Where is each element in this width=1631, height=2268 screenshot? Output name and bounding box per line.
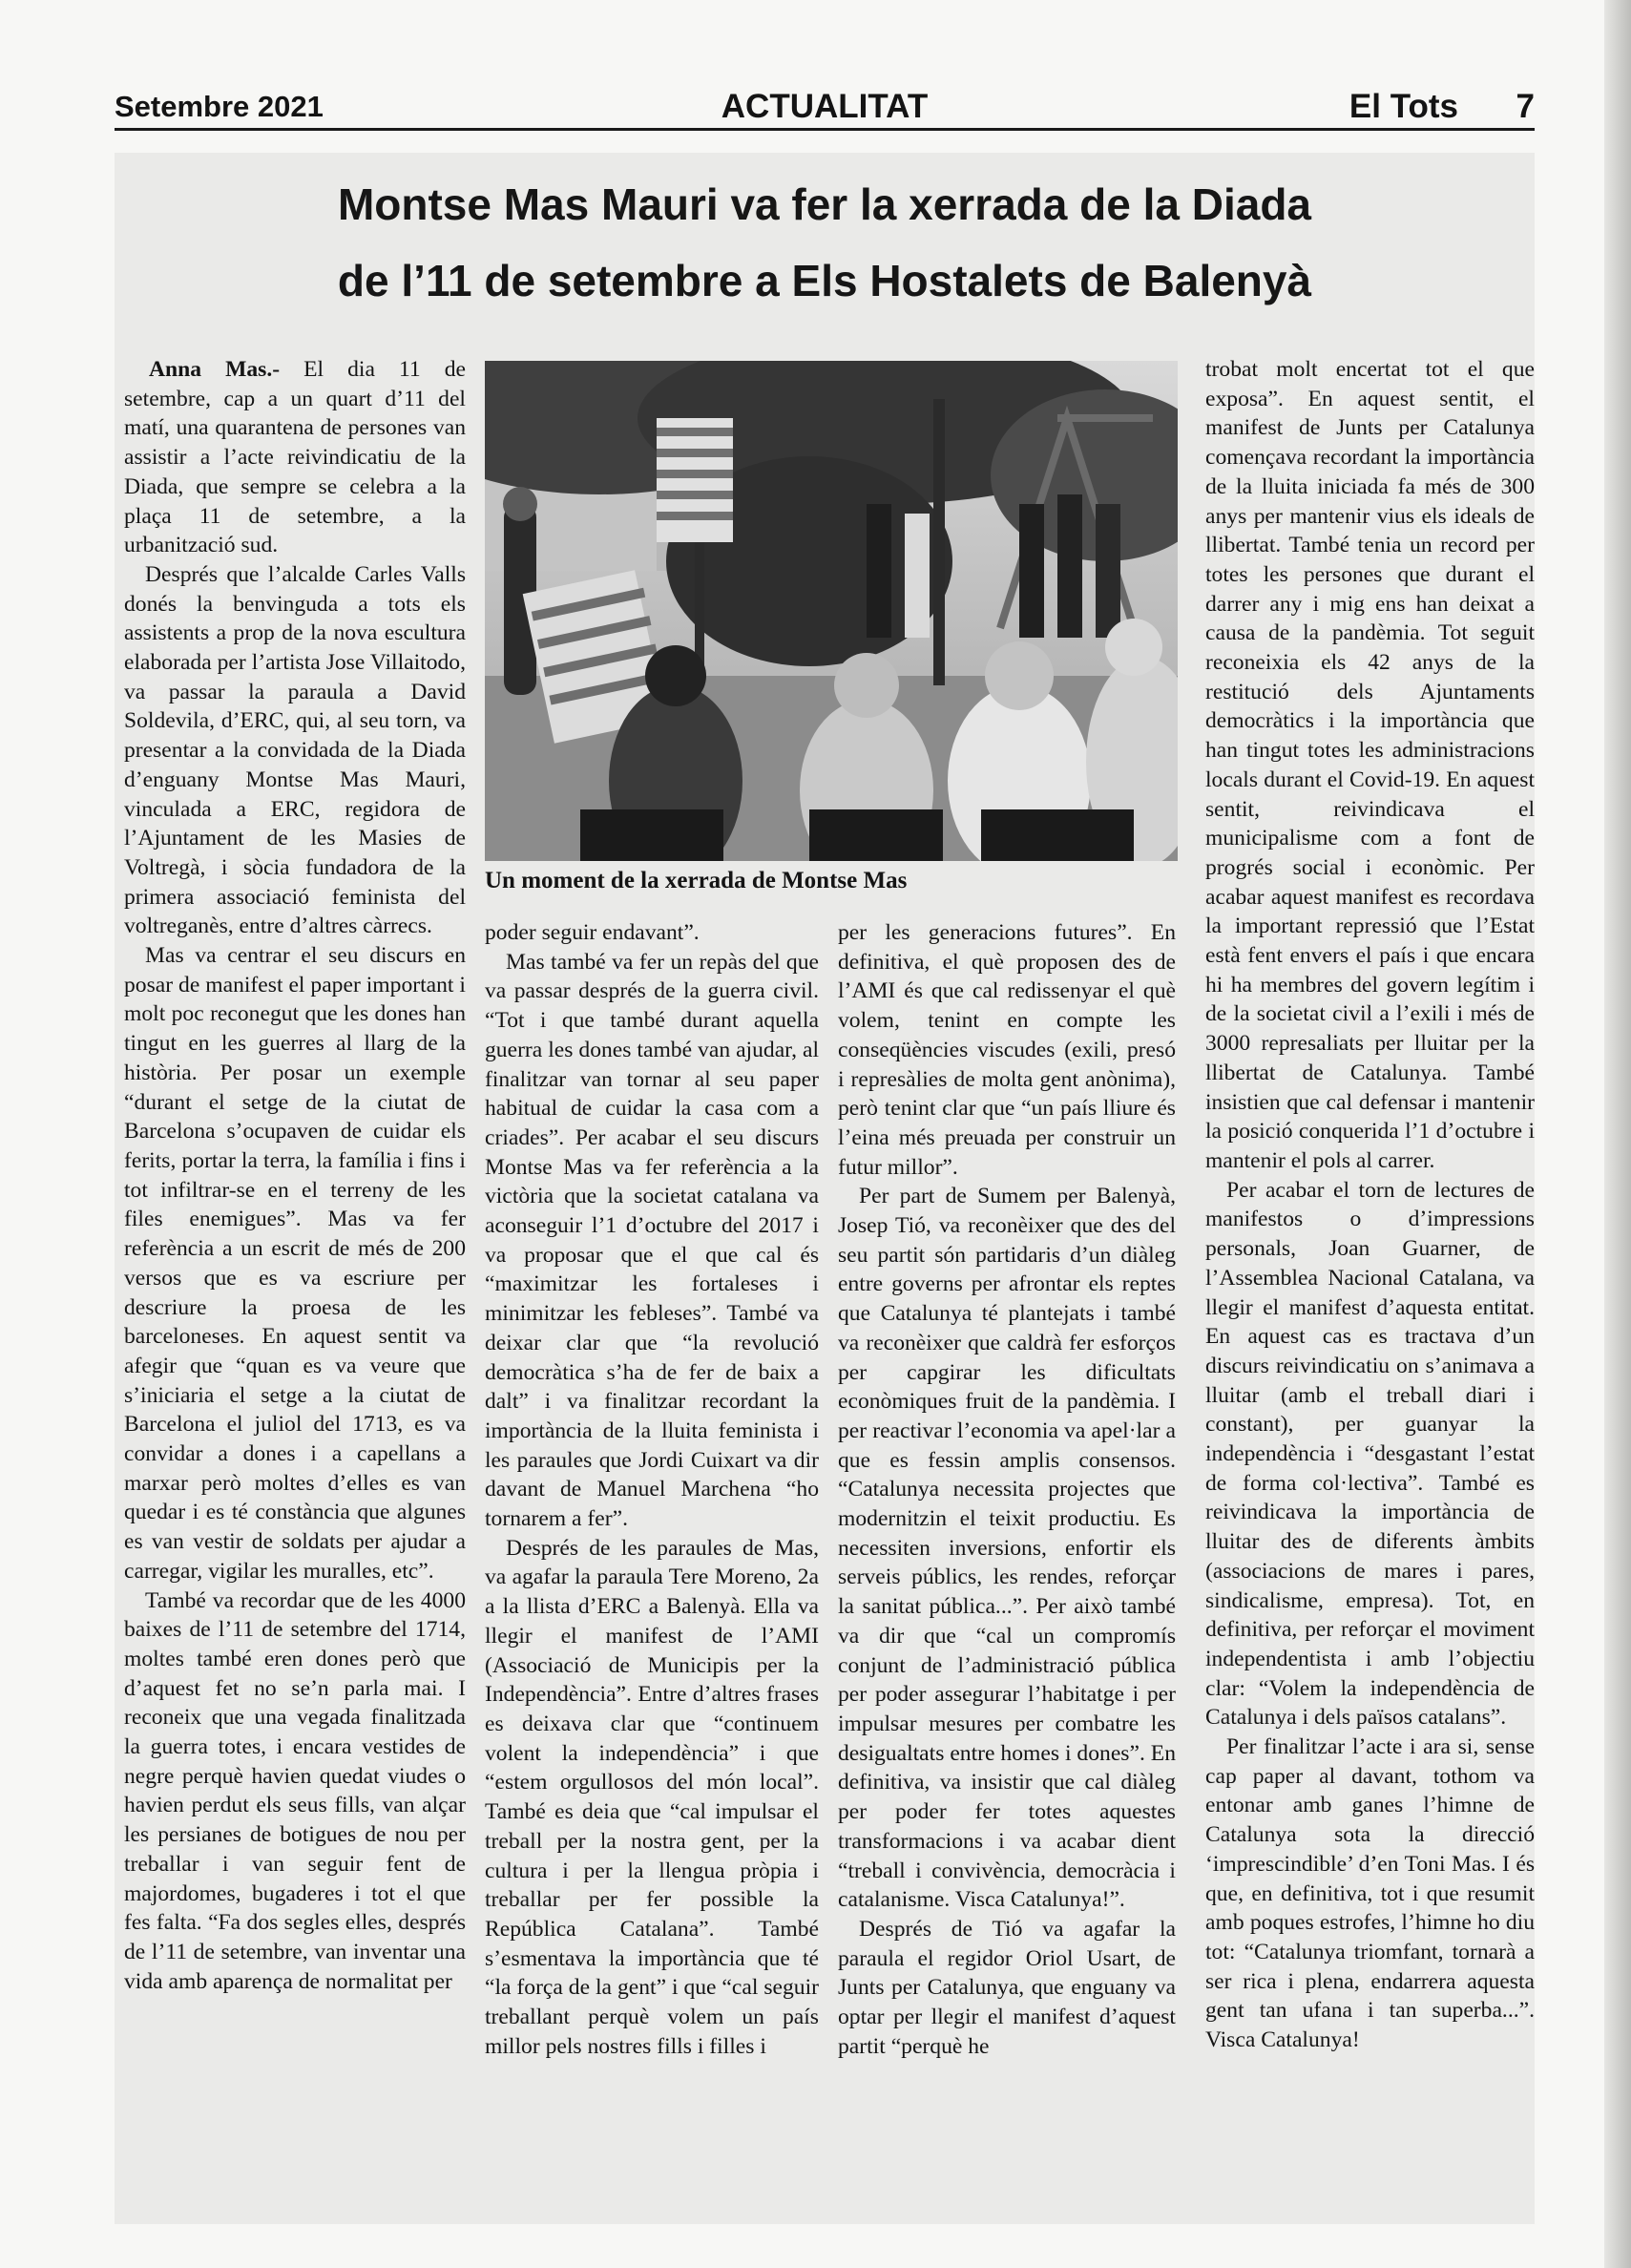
photo-illustration [485, 361, 1178, 861]
article-title [115, 166, 1535, 319]
paragraph: Després que l’alcalde Carles Valls donés la benvinguda a tots els assistents a prop de la nova escultura elaborada per l’artista Jose Villaitodo, va passar la paraula a David Soldevila, d’ERC, qui, al seu torn, va presentar a la convidada de la Diada d’enguany Montse Mas Mauri, vinculada a ERC, regidora de l’Ajuntament de les Masies de Voltregà, i sòcia fundadora de la primera associació feminista del voltreganès, entre d’altres càrrecs. [124, 561, 466, 939]
text-column-4 [1205, 355, 1535, 2055]
page-header [115, 84, 1535, 131]
paragraph: poder seguir endavant”. [485, 920, 700, 945]
paragraph: Mas també va fer un repàs del que va passar després de la guerra civil. “Tot i que també durant aquella guerra les dones també van ajudar, al finalitzar van tornar al seu paper habitual de cuidar la casa com a criades”. Per acabar el seu discurs Montse Mas va fer referència a la victòria que la societat catalana va aconseguir l’1 d’octubre del 2017 i va proposar que el que cal és “maximitzar les fortaleses i minimitzar les febleses”. També va deixar clar que “la revolució democràtica s’ha de fer de baix a dalt” i va finalitzar recordant la importància de la lluita feminista i les paraules que Jordi Cuixart va dir davant de Manuel Marchena “ho tornarem a fer”. [485, 949, 819, 1532]
paragraph: Mas va centrar el seu discurs en posar de manifest el paper important i molt poc reconegut que les dones han tingut en les guerres al llarg de la història. Per posar un exemple “durant el setge de la ciutat de Barcelona s’ocupaven de cuidar els ferits, portar la terra, la família i fins i tot infiltrar-se en el terreny de les files enemigues”. Mas va fer referència a un escrit de més de 200 versos que es va escriure per descriure la proesa de les barceloneses. En aquest sentit va afegir que “quan es va veure que s’iniciaria el setge a la ciutat de Barcelona el juliol del 1713, es va convidar a dones i a capellans a marxar però moltes d’elles es van quedar i es té constància que algunes es van vestir de soldats per ajudar a carregar, vigilar les muralles, etc”. [124, 943, 466, 1584]
article-title-line1: Montse Mas Mauri va fer la xerrada de la Diada [337, 179, 1312, 229]
paragraph: per les generacions futures”. En definitiva, el què proposen des de l’AMI és que cal redissenyar el què volem, tenint en compte les conseqüències viscudes (exili, presó i represàlies de molta gent anònima), però tenint clar que “un país lliure és l’eina més preuada per construir un futur millor”. [838, 920, 1176, 1180]
header-section: ACTUALITAT [721, 88, 929, 125]
text-column-1 [124, 355, 466, 1996]
article-photo [485, 361, 1178, 861]
paragraph [124, 355, 466, 560]
flag-icon [657, 418, 733, 542]
paragraph: Després de Tió va agafar la paraula el regidor Oriol Usart, de Junts per Catalunya, que enguany va optar per llegir el manifest d’aquest partit “perquè he [838, 1916, 1176, 2059]
header-date: Setembre 2021 [115, 90, 324, 123]
byline: Anna Mas.- [149, 357, 281, 382]
page-edge [1604, 0, 1631, 2268]
paragraph: Per finalitzar l’acte i ara si, sense cap paper al davant, tothom va entonar amb ganes l’himne de Catalunya sota la direcció ‘imprescindible’ d’en Toni Mas. I és que, en definitiva, tot i que resumit amb poques estrofes, l’himne ho diu tot: “Catalunya triomfant, tornarà a ser rica i plena, endarrera aquesta gent tan ufana i tan superba...”. Visca Catalunya! [1205, 1734, 1535, 2053]
page-number: 7 [1516, 88, 1535, 125]
article [115, 153, 1535, 2224]
paragraph-text: El dia 11 de setembre, cap a un quart d’11 del matí, una quarantena de persones van assistir a l’acte reivindicatiu de la Diada, que sempre se celebra a la plaça 11 de setembre, a la urbanització sud. [124, 357, 466, 558]
article-title-line2: de l’11 de setembre a Els Hostalets de Balenyà [337, 256, 1312, 305]
text-column-2 [485, 918, 819, 2061]
text-column-3 [838, 918, 1176, 2061]
paragraph: Per part de Sumem per Balenyà, Josep Tió, va reconèixer que des del seu partit són partidaris d’un diàleg entre governs per afrontar els reptes que Catalunya té plantejats i també va reconèixer que caldrà fer esforços per capgirar les dificultats econòmiques fruit de la pandèmia. I per reactivar l’economia va apel·lar a que es fessin amplis consensos. “Catalunya necessita projectes que modernitzin el teixit productiu. Es necessiten inversions, enfortir els serveis públics, les rendes, reforçar la sanitat pública...”. Per això també va dir que “cal un compromís conjunt de l’administració pública per poder assegurar l’habitatge i per impulsar mesures per combatre les desigualtats entre homes i dones”. En definitiva, va insistir que cal diàleg per poder fer totes aquestes transformacions i va acabar dient “treball i convivència, democràcia i catalanisme. Visca Catalunya!”. [838, 1184, 1176, 1913]
header-publication: El Tots [1349, 88, 1458, 125]
paragraph: Després de les paraules de Mas, va agafar la paraula Tere Moreno, 2a a la llista d’ERC a Balenyà. Ella va llegir el manifest de l’AMI (Associació de Municipis per la Independència”. Entre d’altres frases es deixava clar que “continuem volent la independència” i que “estem orgullosos del món local”. També es deia que “cal impulsar el treball per la nostra gent, per la cultura i per la llengua pròpia i treballar per fer possible la República Catalana”. També s’esmentava la importància que té “la força de la gent” i que “cal seguir treballant perquè volem un país millor pels nostres fills i filles i [485, 1535, 819, 2059]
paragraph: Per acabar el torn de lectures de manifestos o d’impressions personals, Joan Guarner, de l’Assemblea Nacional Catalana, va llegir el manifest d’aquesta entitat. En aquest cas es tractava d’un discurs reivindicatiu on s’animava a lluitar (amb el treball diari i constant), per guanyar la independència i “desgastant l’estat de forma col·lectiva”. També es reivindicava la importància de lluitar des de diferents àmbits (associacions de mares i pares, sindicalisme, empresa). Tot, en definitiva, per reforçar el moviment independentista i amb l’objectiu clar: “Volem la independència de Catalunya i dels països catalans”. [1205, 1177, 1535, 1731]
photo-caption: Un moment de la xerrada de Montse Mas [485, 868, 908, 893]
paragraph: També va recordar que de les 4000 baixes de l’11 de setembre del 1714, moltes també eren dones però que d’aquest fet no se’n parla mai. I reconeix que una vegada finalitzada la guerra totes, i encara vestides de negre perquè havien quedat viudes o havien perdut els seus fills, van alçar les persianes de botigues de nou per treballar i van seguir fent de majordomes, bugaderes i tot el que fes falta. “Fa dos segles elles, després de l’11 de setembre, van inventar una vida amb aparença de normalitat per [124, 1587, 466, 1994]
paragraph: trobat molt encertat tot el que exposa”. En aquest sentit, el manifest de Junts per Catalunya començava recordant la importància de la lluita iniciada fa més de 300 anys per mantenir vius els ideals de llibertat. També tenia un record per totes les persones que durant el darrer any i mig ens han deixat a causa de la pandèmia. Tot seguit reconeixia els 42 anys de la restitució dels Ajuntaments democràtics i la importància que han tingut totes les administracions locals durant el Covid-19. En aquest sentit, reivindicava el municipalisme com a font de progrés social i econòmic. Per acabar aquest manifest es recordava la important repressió que l’Estat està fent envers el país i que encara hi ha membres del govern legítim i de la societat civil a l’exili i més de 3000 represaliats per lluitar per la llibertat de Catalunya. També insistien que cal defensar i mantenir la posició conquerida l’1 d’octubre i mantenir el pols al carrer. [1205, 357, 1535, 1173]
